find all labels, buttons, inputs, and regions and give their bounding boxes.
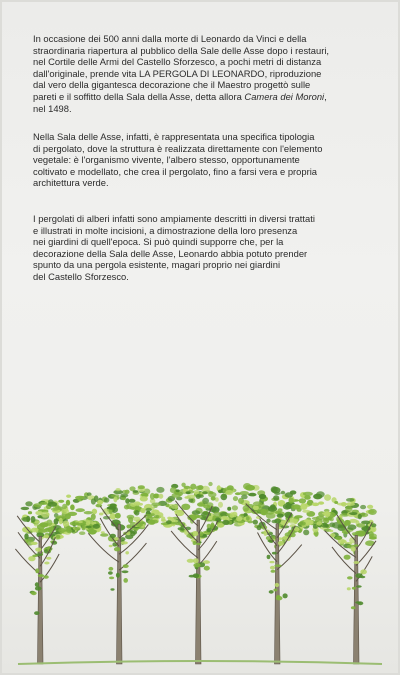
text-line: spunto da una pergola esistente, magari proprio nei giardini <box>33 259 281 271</box>
text-line: coltivato e modellato, che crea il pergolato, fino a farsi vera e propria <box>33 165 318 177</box>
text-line: di pergolato, dove la struttura è realizzata direttamente con l'elemento <box>33 142 323 154</box>
text-line: dall'originale, prende vita LA PERGOLA DI LEONARDO, riproduzione <box>33 67 322 79</box>
text-line: I pergolati di alberi infatti sono ampiamente descritti in diversi trattati <box>33 213 315 224</box>
text-line: e illustrati in molte incisioni, a dimostrazione della loro presenza <box>33 224 298 236</box>
paragraph-sala-delle-asse <box>33 131 368 189</box>
text-line: nei giardini di quell'epoca. Si può quindi supporre che, per la <box>33 236 284 248</box>
text-line: nel 1498. <box>33 102 72 114</box>
text-line: In occasione dei 500 anni dalla morte di Leonardo da Vinci e della <box>33 33 307 44</box>
text-line: del Castello Sforzesco. <box>33 270 129 282</box>
tree-trunk <box>354 535 360 664</box>
text-line: architettura verde. <box>33 177 109 189</box>
text-line: nel Cortile delle Armi del Castello Sforzesco, a pochi metri di distanza <box>33 56 322 68</box>
text-line: Nella Sala delle Asse, infatti, è rappresentata una specifica tipologia <box>33 131 315 142</box>
text-line: vegetale: è l'organismo vivente, l'albero stesso, opportunamente <box>33 154 300 166</box>
text-line: straordinaria riapertura al pubblico della Sale delle Asse dopo i restauri, <box>33 44 330 56</box>
paragraph-pergolati <box>33 213 368 283</box>
pergola-illustration <box>14 468 386 668</box>
text-line: pareti e il soffitto della Sala della Asse, detta allora Camera dei Moroni, <box>33 90 327 102</box>
text-line: decorazione della Sala delle Asse, Leonardo abbia potuto prender <box>33 247 308 259</box>
paragraph-anniversary <box>33 33 368 114</box>
text-line: dal vero della gigantesca decorazione che il Maestro progettò sulle <box>33 79 311 91</box>
